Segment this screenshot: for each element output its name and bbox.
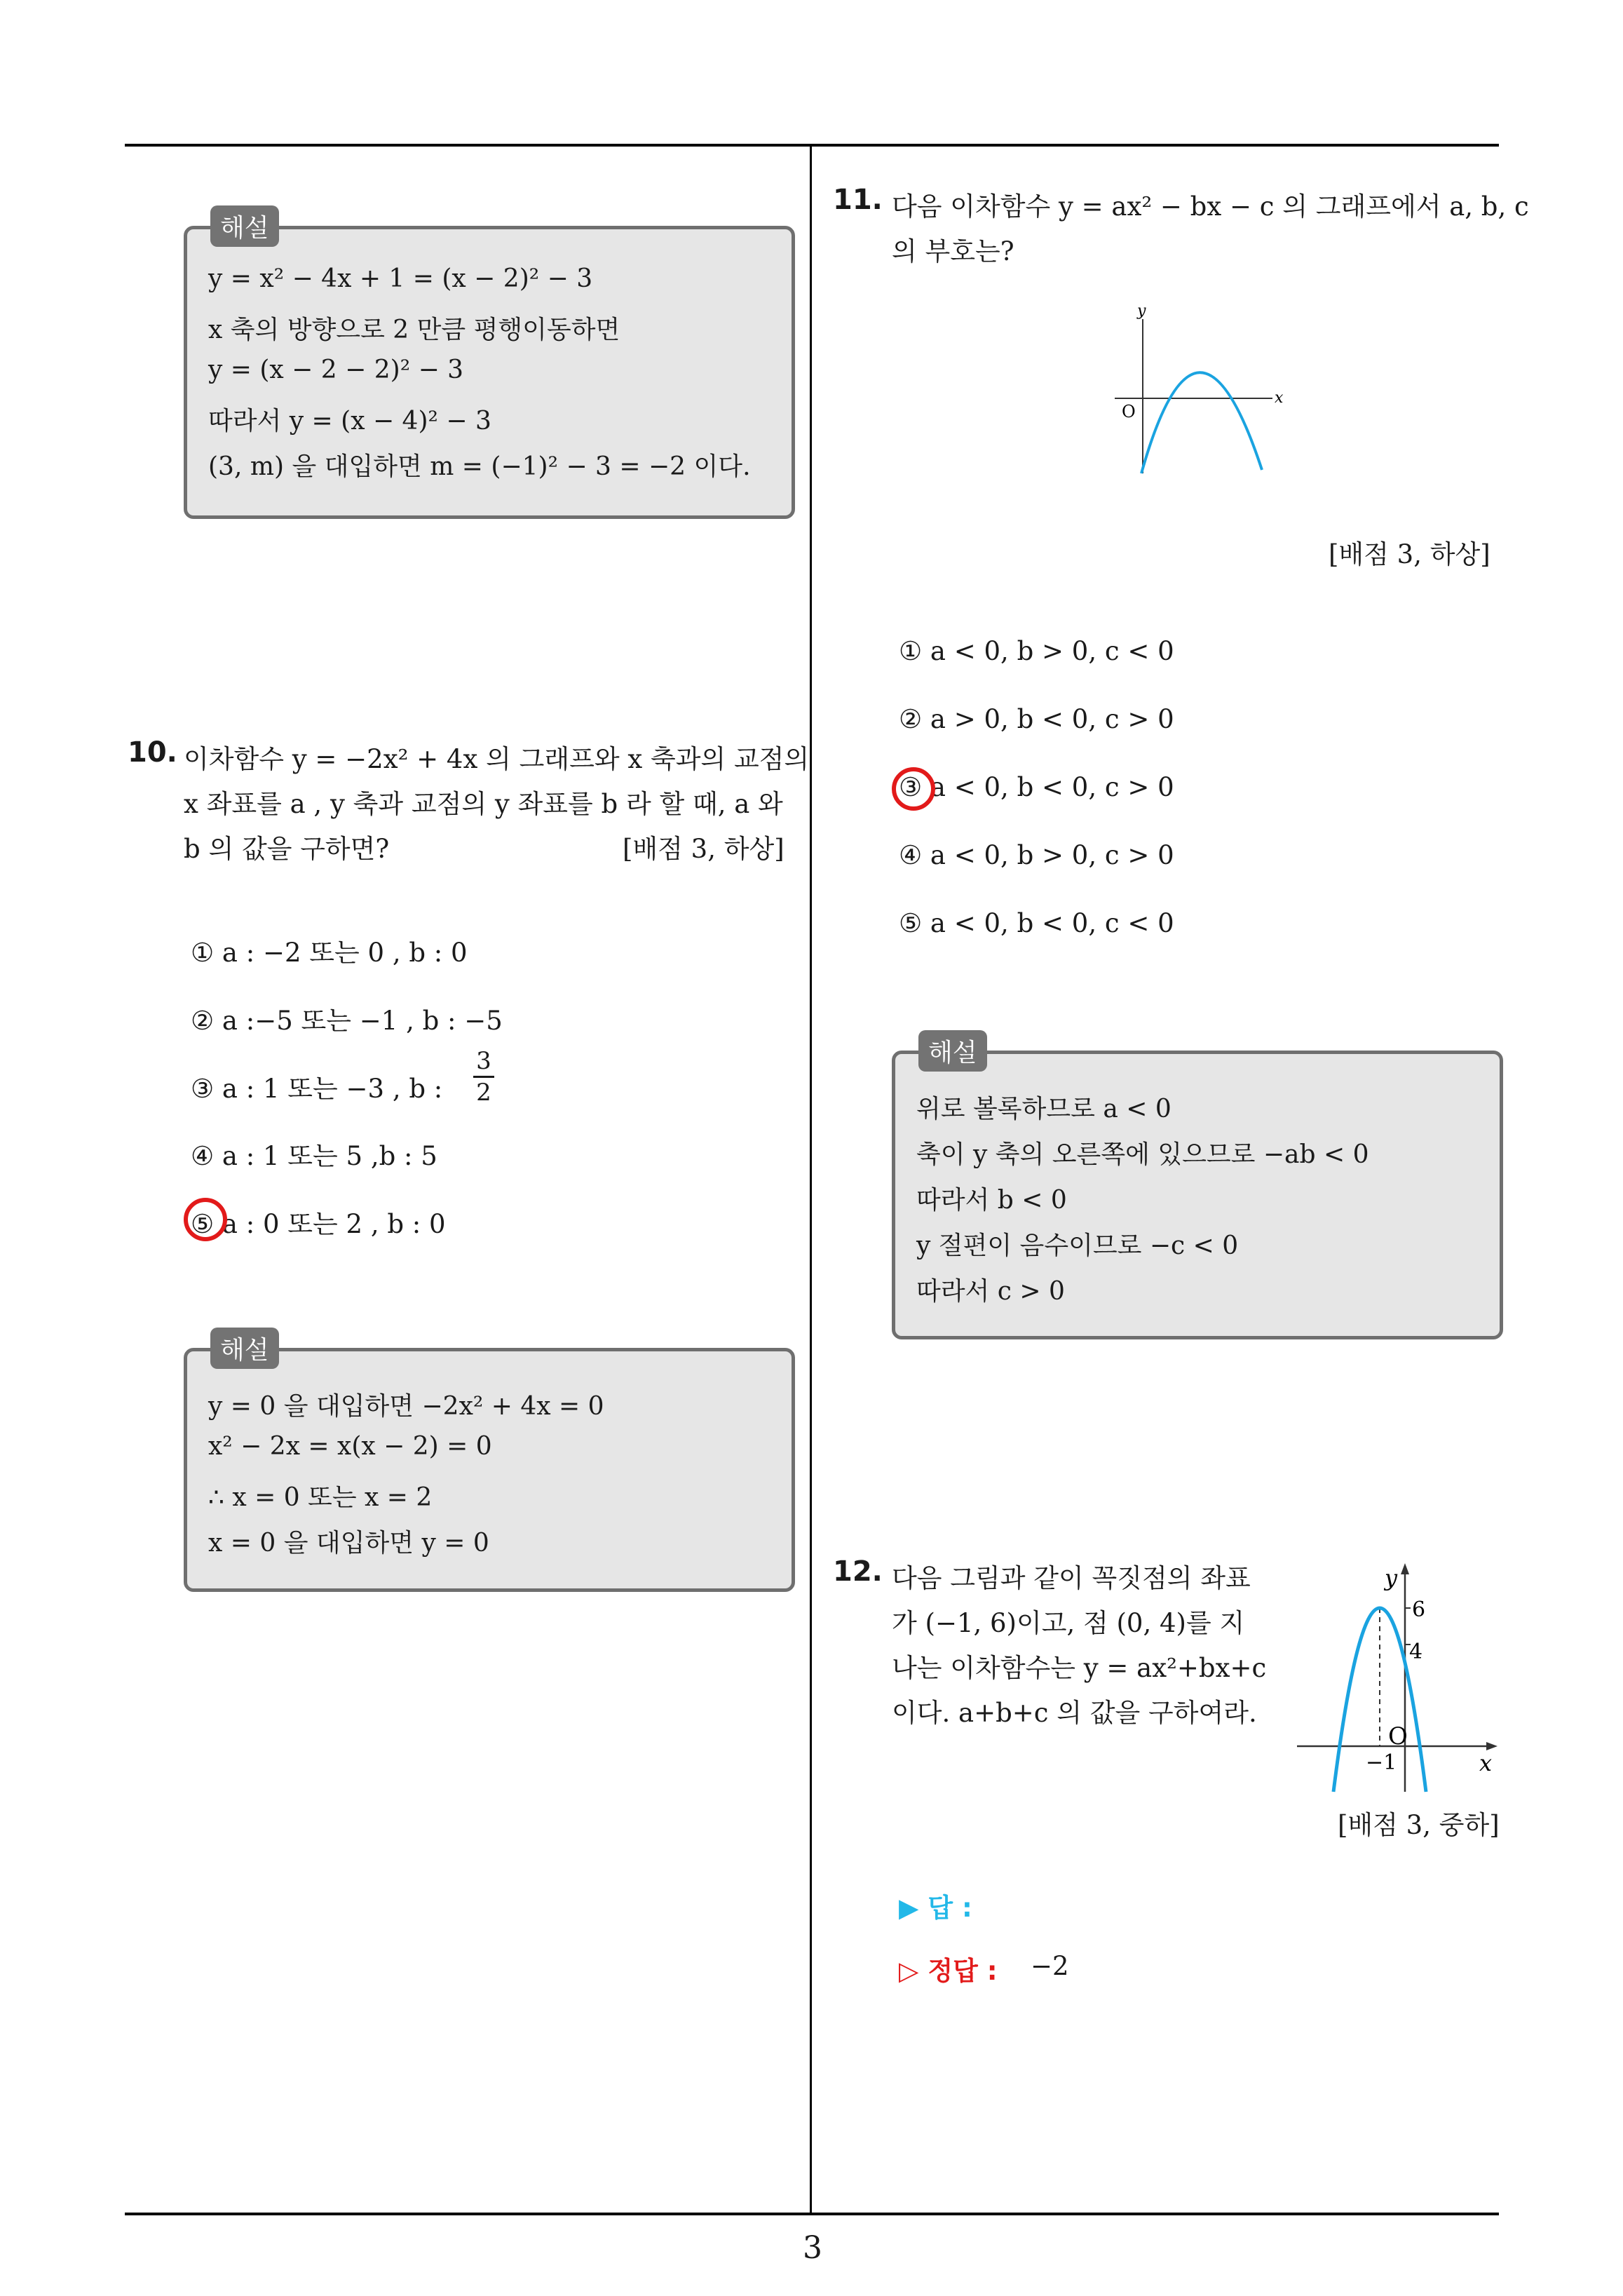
q11-choice-2[interactable]: ② a > 0, b < 0, c > 0 bbox=[899, 704, 1174, 734]
q12-number: 12. bbox=[833, 1555, 883, 1588]
q12-x-label: x bbox=[1479, 1750, 1493, 1776]
sol11-line-1: 위로 볼록하므로 a < 0 bbox=[916, 1095, 1172, 1123]
solution-box-q9 bbox=[184, 226, 795, 519]
q12-origin-label: O bbox=[1388, 1722, 1408, 1750]
q11-y-label: y bbox=[1137, 302, 1146, 320]
q11-choice-4[interactable]: ④ a < 0, b > 0, c > 0 bbox=[899, 840, 1174, 870]
bottom-rule bbox=[125, 2213, 1499, 2215]
sol10-line-3: ∴ x = 0 또는 x = 2 bbox=[208, 1483, 433, 1512]
top-rule bbox=[125, 144, 1499, 147]
q12-line-3: 나는 이차함수는 y = ax²+bx+c bbox=[892, 1653, 1267, 1683]
solution-tag-q9: 해설 bbox=[210, 205, 279, 247]
q10-line-3: b 의 값을 구하면? bbox=[184, 834, 390, 864]
q11-origin-label: O bbox=[1122, 402, 1136, 421]
q11-x-label: x bbox=[1275, 389, 1284, 407]
q10-answer-mark bbox=[184, 1198, 227, 1241]
sol9-line-5: (3, m) 을 대입하면 m = (−1)² − 3 = −2 이다. bbox=[208, 452, 751, 481]
q10-choice-3[interactable]: ③ a : 1 또는 −3 , b : bbox=[191, 1074, 443, 1104]
solution-tag-q11: 해설 bbox=[918, 1030, 987, 1072]
q11-line-2: 의 부호는? bbox=[892, 236, 1014, 266]
sol11-line-5: 따라서 c > 0 bbox=[916, 1277, 1065, 1306]
q11-graph bbox=[1094, 302, 1304, 484]
q10-choice-3-fraction bbox=[473, 1049, 494, 1105]
q12-line-2: 가 (−1, 6)이고, 점 (0, 4)를 지 bbox=[892, 1608, 1245, 1638]
q12-graph bbox=[1290, 1560, 1500, 1799]
q11-number: 11. bbox=[833, 184, 883, 216]
sol9-line-3: y = (x − 2 − 2)² − 3 bbox=[208, 356, 464, 384]
sol10-line-4: x = 0 을 대입하면 y = 0 bbox=[208, 1529, 489, 1558]
q10-number: 10. bbox=[128, 736, 177, 769]
q12-line-4: 이다. a+b+c 의 값을 구하여라. bbox=[892, 1698, 1257, 1728]
q10-line-1: 이차함수 y = −2x² + 4x 의 그래프와 x 축과의 교점의 bbox=[184, 744, 810, 774]
q10-line-2: x 좌표를 a , y 축과 교점의 y 좌표를 b 라 할 때, a 와 bbox=[184, 789, 783, 819]
q12-correct-value: −2 bbox=[1031, 1951, 1069, 1981]
q10-choice-2[interactable]: ② a :−5 또는 −1 , b : −5 bbox=[191, 1006, 503, 1036]
sol10-line-2: x² − 2x = x(x − 2) = 0 bbox=[208, 1432, 492, 1461]
sol9-line-1: y = x² − 4x + 1 = (x − 2)² − 3 bbox=[208, 264, 593, 293]
sol9-line-2: x 축의 방향으로 2 만큼 평행이동하면 bbox=[208, 316, 620, 344]
solution-tag-q10: 해설 bbox=[210, 1328, 279, 1369]
sol11-line-4: y 절편이 음수이므로 −c < 0 bbox=[916, 1231, 1239, 1260]
q12-line-1: 다음 그림과 같이 꼭짓점의 좌표 bbox=[892, 1563, 1251, 1593]
q11-parabola bbox=[1141, 372, 1262, 473]
q12-correct-label: ▷ 정답 : bbox=[899, 1956, 998, 1986]
q11-choice-5[interactable]: ⑤ a < 0, b < 0, c < 0 bbox=[899, 908, 1174, 938]
q12-tick-label-m1: −1 bbox=[1366, 1750, 1397, 1775]
sol10-line-1: y = 0 을 대입하면 −2x² + 4x = 0 bbox=[208, 1392, 604, 1421]
q10-choice-4[interactable]: ④ a : 1 또는 5 ,b : 5 bbox=[191, 1141, 437, 1171]
sol11-line-3: 따라서 b < 0 bbox=[916, 1186, 1067, 1215]
sol11-line-2: 축이 y 축의 오른쪽에 있으므로 −ab < 0 bbox=[916, 1140, 1369, 1169]
fraction-denominator: 2 bbox=[476, 1079, 491, 1107]
q11-line-1: 다음 이차함수 y = ax² − bx − c 의 그래프에서 a, b, c bbox=[892, 191, 1529, 222]
sol9-line-4: 따라서 y = (x − 4)² − 3 bbox=[208, 407, 491, 435]
q11-choice-3[interactable]: ③ a < 0, b < 0, c > 0 bbox=[899, 772, 1174, 802]
q12-y-arrow bbox=[1401, 1563, 1409, 1574]
solution-box-q11 bbox=[892, 1051, 1503, 1339]
solution-box-q10 bbox=[184, 1348, 795, 1592]
q12-tick-label-4: 4 bbox=[1409, 1640, 1423, 1664]
q12-answer-label[interactable]: ▶ 답 : bbox=[899, 1893, 972, 1923]
q12-tick-label-6: 6 bbox=[1412, 1598, 1426, 1622]
page-number: 3 bbox=[803, 2230, 822, 2266]
q10-score: [배점 3, 하상] bbox=[623, 834, 785, 864]
q11-answer-mark bbox=[892, 767, 935, 811]
q10-choice-5[interactable]: ⑤ a : 0 또는 2 , b : 0 bbox=[191, 1209, 446, 1239]
fraction-numerator: 3 bbox=[473, 1049, 494, 1078]
q11-choice-1[interactable]: ① a < 0, b > 0, c < 0 bbox=[899, 636, 1174, 666]
q10-choice-1[interactable]: ① a : −2 또는 0 , b : 0 bbox=[191, 938, 468, 968]
q11-score: [배점 3, 하상] bbox=[1329, 539, 1490, 569]
q12-score: [배점 3, 중하] bbox=[1338, 1810, 1500, 1840]
q12-y-label: y bbox=[1385, 1565, 1398, 1591]
column-divider bbox=[810, 144, 812, 2214]
